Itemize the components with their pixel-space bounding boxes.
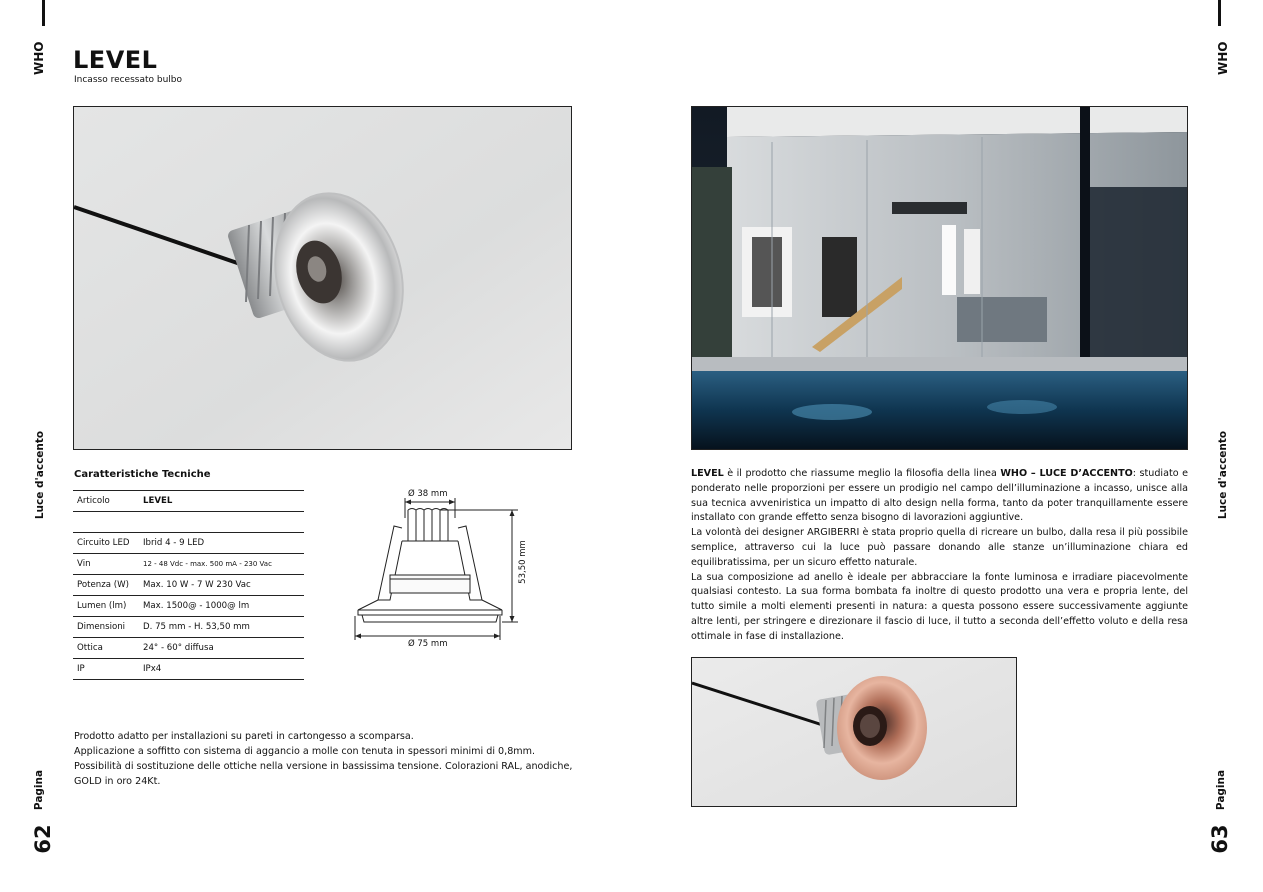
table-row	[73, 617, 304, 638]
note-line: Possibilità di sostituzione delle ottiche nella versione in bassissima tensione. Colorazioni RAL, anodiche, GOLD in oro 24Kt.	[74, 761, 573, 787]
spec-label: Vin	[73, 554, 139, 575]
page-word-right: Pagina	[1215, 769, 1227, 811]
product-photo-silver-graphic	[74, 107, 571, 449]
installation-notes	[74, 729, 574, 789]
description-text: è il prodotto che riassume meglio la filosofia della linea	[723, 468, 1001, 479]
spec-value: 12 - 48 Vdc - max. 500 mA - 230 Vac	[139, 554, 304, 575]
spec-value: IPx4	[139, 659, 304, 680]
description-product-name: LEVEL	[691, 468, 724, 479]
table-row	[73, 596, 304, 617]
dim-height: 53,50 mm	[518, 540, 528, 584]
spec-label: Circuito LED	[73, 533, 139, 554]
table-row	[73, 512, 304, 533]
specs-title: Caratteristiche Tecniche	[74, 469, 211, 480]
spec-value: Max. 1500@ - 1000@ lm	[139, 596, 304, 617]
spec-label: Lumen (lm)	[73, 596, 139, 617]
page-number-left: 62	[31, 824, 55, 854]
spec-value	[139, 512, 304, 533]
architecture-photo-graphic	[692, 107, 1187, 449]
description-paragraph-3: La sua composizione ad anello è ideale per abbracciare la fonte luminosa e irradiare piacevolmente qualsiasi contesto. La sua forma bombata fa inoltre di questo prodotto una vera e propria lente, del tutto simile a molti elementi presenti in natura: a questa possono essere successivamente aggiunte altre lenti, per stringere e direzionare il fascio di luce, il tutto a seconda dell’effetto voluto e della resa ottimale in fase di installazione.	[691, 571, 1188, 642]
specs-table	[73, 490, 304, 680]
table-row	[73, 491, 304, 512]
spec-value: Max. 10 W - 7 W 230 Vac	[139, 575, 304, 596]
spec-value: D. 75 mm - H. 53,50 mm	[139, 617, 304, 638]
spec-value: 24° - 60° diffusa	[139, 638, 304, 659]
side-label-who-left: WHO	[32, 41, 46, 75]
spec-label: IP	[73, 659, 139, 680]
product-photo-copper-graphic	[692, 658, 1016, 806]
spec-value: Ibrid 4 - 9 LED	[139, 533, 304, 554]
description-paragraph-1	[691, 467, 1188, 526]
page-word-left: Pagina	[33, 769, 45, 811]
spec-label: Ottica	[73, 638, 139, 659]
spec-label: Dimensioni	[73, 617, 139, 638]
dim-top-diameter: Ø 38 mm	[408, 489, 448, 499]
architecture-photo	[691, 106, 1188, 450]
table-row	[73, 575, 304, 596]
table-row	[73, 533, 304, 554]
spec-value: LEVEL	[139, 491, 304, 512]
top-rule-left	[42, 0, 45, 26]
product-photo-copper	[691, 657, 1017, 807]
product-subtitle: Incasso recessato bulbo	[74, 75, 183, 85]
description-paragraph-2: La volontà dei designer ARGIBERRI è stata proprio quella di ricreare un bulbo, dalla resa il più possibile semplice, attraverso cui la luce può passare donando alle stanze un’illuminazione chiara ed equilibratissima, per un sicuro effetto naturale.	[691, 527, 1188, 568]
description-text: : studiato e ponderato nelle proporzioni per essere un prodigio nel campo dell’illuminazione a incasso, unisce alla sua tecnica avveniristica un impatto di alto design nella forma, tanto da poter tranquillamente essere installato con grande effetto senza bisogno di lavorazioni aggiuntive.	[691, 468, 1188, 524]
spec-label	[73, 512, 139, 533]
top-rule-right	[1218, 0, 1221, 26]
product-title: LEVEL	[73, 46, 158, 74]
table-row	[73, 638, 304, 659]
technical-drawing	[350, 488, 530, 653]
dim-bottom-diameter: Ø 75 mm	[408, 639, 448, 649]
table-row	[73, 554, 304, 575]
description-brand-name: WHO – LUCE D’ACCENTO	[1000, 468, 1133, 479]
side-label-category-left: Luce d'accento	[34, 430, 46, 520]
page-number-right: 63	[1208, 824, 1232, 854]
product-description	[691, 467, 1188, 645]
spec-label: Articolo	[73, 491, 139, 512]
product-photo-silver	[73, 106, 572, 450]
note-line: Prodotto adatto per installazioni su pareti in cartongesso a scomparsa.	[74, 731, 414, 742]
spec-label: Potenza (W)	[73, 575, 139, 596]
table-row	[73, 659, 304, 680]
side-label-who-right: WHO	[1216, 41, 1230, 75]
side-label-category-right: Luce d'accento	[1217, 430, 1229, 520]
note-line: Applicazione a soffitto con sistema di aggancio a molle con tenuta in spessori minimi di 0,8mm.	[74, 746, 536, 757]
